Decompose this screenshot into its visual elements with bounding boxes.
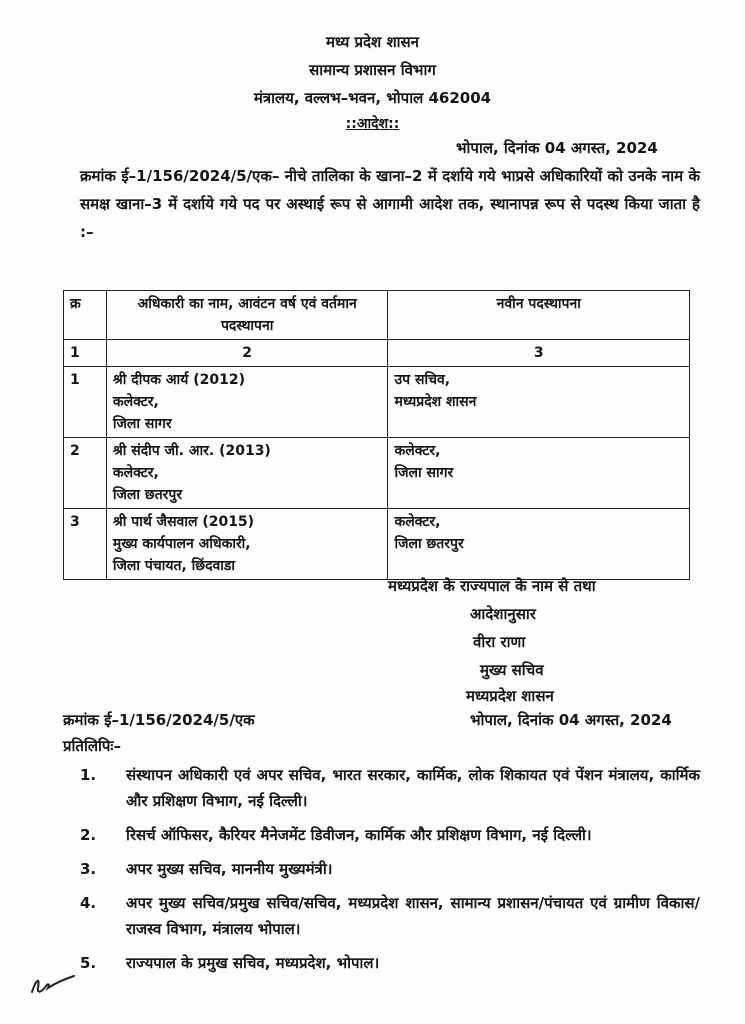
row-serial: 3 xyxy=(64,509,107,580)
list-item xyxy=(80,950,700,976)
table-column-number-row xyxy=(64,340,690,367)
row-new-posting xyxy=(388,367,690,438)
table-header-row xyxy=(64,291,690,340)
list-item xyxy=(80,890,700,942)
list-item xyxy=(80,822,700,848)
new-place: जिला छतरपुर xyxy=(394,536,464,552)
list-item-number: 5. xyxy=(80,954,97,972)
department-name: सामान्य प्रशासन विभाग xyxy=(309,61,436,79)
govt-name: मध्य प्रदेश शासन xyxy=(325,33,419,51)
header-serial: क्र xyxy=(64,291,107,340)
signature-authority-line: मध्यप्रदेश के राज्यपाल के नाम से तथा xyxy=(388,577,596,595)
row-serial: 2 xyxy=(64,438,107,509)
officer-current-post: कलेक्टर, xyxy=(112,465,159,481)
new-place: मध्यप्रदेश शासन xyxy=(394,394,477,410)
copy-label: प्रतिलिपिः– xyxy=(63,737,121,755)
new-post: कलेक्टर, xyxy=(394,514,441,530)
row-officer xyxy=(106,367,388,438)
list-item-number: 4. xyxy=(80,894,97,912)
order-date: भोपाल, दिनांक 04 अगस्त, 2024 xyxy=(456,139,658,157)
table-row xyxy=(64,509,690,580)
signature-order-line: आदेशानुसार xyxy=(470,605,536,623)
signatory-designation: मुख्य सचिव xyxy=(480,661,544,679)
initials-mark xyxy=(28,970,78,1000)
copy-date: भोपाल, दिनांक 04 अगस्त, 2024 xyxy=(470,711,672,729)
list-item-text: अपर मुख्य सचिव, माननीय मुख्यमंत्री। xyxy=(126,860,333,878)
list-item-number: 1. xyxy=(80,766,97,784)
list-item-text: संस्थापन अधिकारी एवं अपर सचिव, भारत सरकार, कार्मिक, लोक शिकायत एवं पेंशन मंत्रालय, कार्मिक और प्रशिक्षण विभाग, नई दिल्ली। xyxy=(126,766,700,810)
list-item xyxy=(80,856,700,882)
new-post: उप सचिव, xyxy=(394,372,451,388)
officer-current-post: मुख्य कार्यपालन अधिकारी, xyxy=(112,536,251,552)
officer-current-place: जिला छतरपुर xyxy=(112,487,183,503)
header-officer: अधिकारी का नाम, आवंटन वर्ष एवं वर्तमान पदस्थापना xyxy=(106,291,388,340)
table-row xyxy=(64,438,690,509)
officer-name: श्री संदीप जी. आर. (2013) xyxy=(112,443,271,459)
table-row xyxy=(64,367,690,438)
row-officer xyxy=(106,509,388,580)
officer-name: श्री पार्थ जैसवाल (2015) xyxy=(112,514,255,530)
row-serial: 1 xyxy=(64,367,107,438)
order-paragraph: क्रमांक ई–1/156/2024/5/एक– नीचे तालिका के खाना–2 में दर्शाये गये भाप्रसे अधिकारियों को उनके नाम के समक्ष खाना–3 में दर्शाये गये पद पर अस्थाई रूप से आगामी आदेश तक, स्थानापन्न रूप से पदस्थ किया जाता है :– xyxy=(80,167,700,241)
new-place: जिला सागर xyxy=(394,465,454,481)
order-heading: ::आदेश:: xyxy=(345,116,400,132)
officer-name: श्री दीपक आर्य (2012) xyxy=(112,372,245,388)
copy-reference-number: क्रमांक ई–1/156/2024/5/एक xyxy=(63,711,255,729)
list-item-number: 3. xyxy=(80,860,97,878)
row-new-posting xyxy=(388,509,690,580)
list-item-text: अपर मुख्य सचिव/प्रमुख सचिव/सचिव, मध्यप्रदेश शासन, सामान्य प्रशासन/पंचायत एवं ग्रामीण विकास/राजस्व विभाग, मंत्रालय भोपाल। xyxy=(126,894,700,938)
officer-current-post: कलेक्टर, xyxy=(112,394,159,410)
department-address: मंत्रालय, वल्लभ–भवन, भोपाल 462004 xyxy=(253,89,492,107)
row-new-posting xyxy=(388,438,690,509)
col-number-2: 2 xyxy=(106,340,388,367)
row-officer xyxy=(106,438,388,509)
header-new-posting: नवीन पदस्थापना xyxy=(388,291,690,340)
copy-list xyxy=(80,762,700,984)
officer-current-place: जिला सागर xyxy=(112,416,172,432)
signatory-org: मध्यप्रदेश शासन xyxy=(466,687,554,705)
col-number-1: 1 xyxy=(64,340,107,367)
list-item-number: 2. xyxy=(80,826,97,844)
list-item-text: रिसर्च ऑफिसर, कैरियर मैनेजमेंट डिवीजन, कार्मिक और प्रशिक्षण विभाग, नई दिल्ली। xyxy=(126,826,592,844)
officer-current-place: जिला पंचायत, छिंदवाडा xyxy=(112,558,236,574)
list-item xyxy=(80,762,700,814)
new-post: कलेक्टर, xyxy=(394,443,441,459)
posting-table xyxy=(63,290,690,580)
signatory-name: वीरा राणा xyxy=(473,633,526,651)
col-number-3: 3 xyxy=(388,340,690,367)
list-item-text: राज्यपाल के प्रमुख सचिव, मध्यप्रदेश, भोपाल। xyxy=(126,954,380,972)
